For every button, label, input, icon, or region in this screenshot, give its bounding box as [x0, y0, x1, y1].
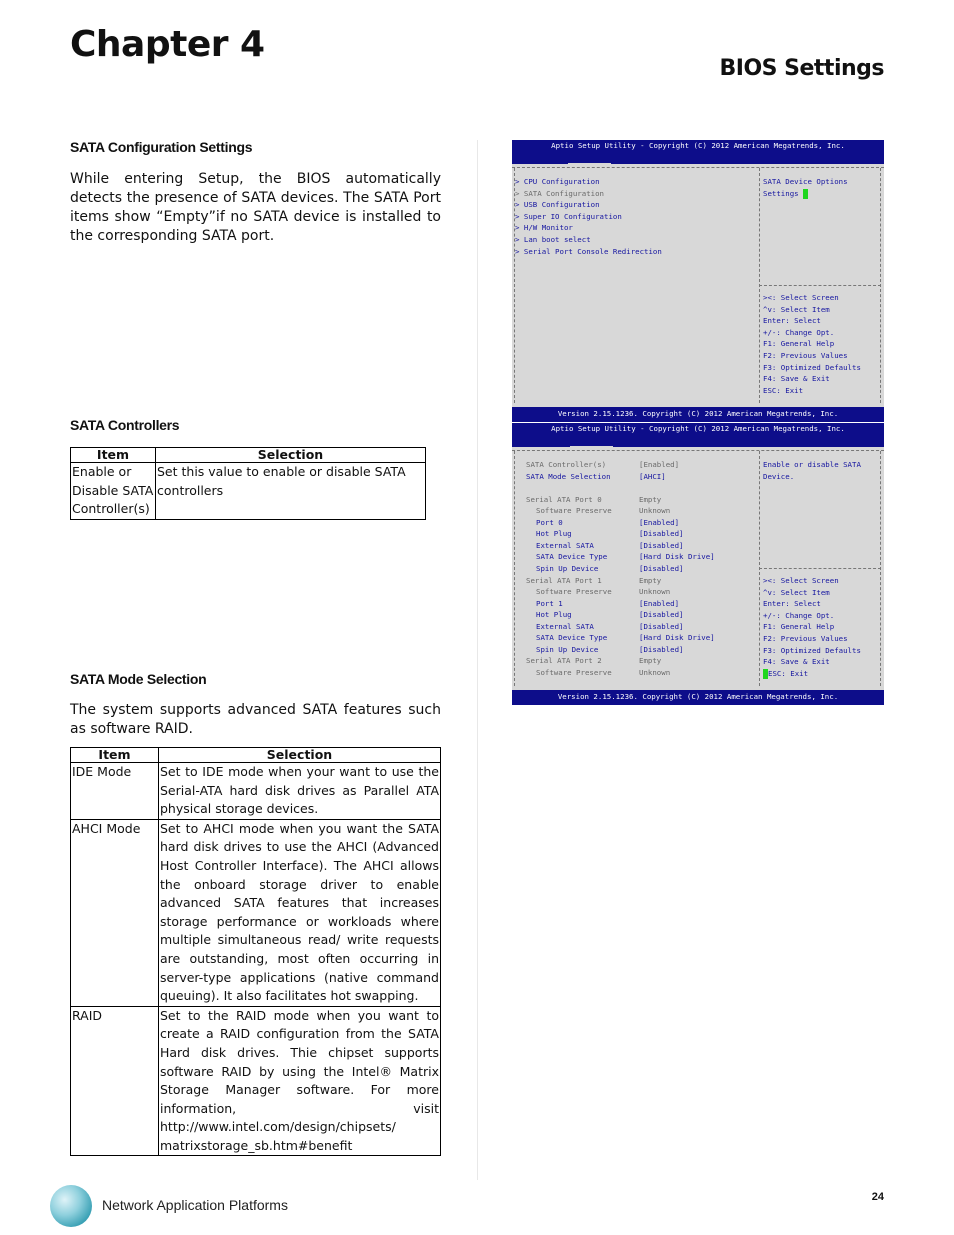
menu-item-superio[interactable]: > Super IO Configuration	[515, 212, 622, 221]
bios-right-border	[880, 451, 881, 686]
table-row	[71, 763, 441, 820]
key-help: Enter: Select	[763, 316, 821, 325]
menu-item-cpu[interactable]: > CPU Configuration	[515, 177, 600, 186]
key-help: Enter: Select	[763, 599, 821, 608]
bios-setting-label[interactable]: SATA Device Type	[536, 633, 608, 643]
bios-setting-label: Software Preserve	[536, 667, 612, 677]
bios-setting-label: Serial ATA Port 1	[526, 575, 602, 585]
bios-setting-value[interactable]: [Enabled]	[639, 598, 680, 608]
bios-body	[512, 447, 884, 690]
bios-setting-value[interactable]: [Disabled]	[639, 610, 684, 620]
item-cell: AHCI Mode	[71, 819, 159, 1006]
bios-setting-label[interactable]: Port 0	[536, 517, 563, 527]
table-row	[71, 1006, 441, 1156]
col-item-header: Item	[71, 448, 156, 463]
section-title: BIOS Settings	[719, 56, 884, 81]
help-line-1: SATA Device Options	[763, 177, 848, 186]
bios-setting-label[interactable]: SATA Device Type	[536, 552, 608, 562]
sata-mode-body: The system supports advanced SATA features such as software RAID.	[70, 702, 441, 737]
col-item-header: Item	[71, 748, 159, 763]
key-help: +/-: Change Opt.	[763, 611, 835, 620]
key-help: ESC: Exit	[763, 668, 808, 680]
bios-setting-label[interactable]: Hot Plug	[536, 610, 572, 620]
bios-setting-value: [Enabled]	[639, 460, 680, 469]
key-help: F3: Optimized Defaults	[763, 363, 861, 372]
page-number: 24	[871, 1191, 884, 1203]
col-selection-header: Selection	[159, 748, 441, 763]
key-help: ESC: Exit	[763, 386, 804, 395]
key-help: ^v: Select Item	[763, 588, 830, 597]
bios-setting-value: Empty	[639, 494, 662, 504]
bios-setting-value[interactable]: [AHCI]	[639, 471, 666, 481]
menu-item-lanboot[interactable]: > Lan boot select	[515, 235, 591, 244]
key-help: +/-: Change Opt.	[763, 328, 835, 337]
bios-tab-bar	[524, 152, 777, 163]
table-row	[71, 463, 426, 520]
chapter-title: Chapter 4	[70, 24, 265, 65]
bios-setting-label[interactable]: Port 1	[536, 598, 563, 608]
bios-setting-label: Software Preserve	[536, 587, 612, 597]
key-help: ><: Select Screen	[763, 576, 839, 585]
bios-setting-value[interactable]: [Enabled]	[639, 517, 680, 527]
item-cell: RAID	[71, 1006, 159, 1156]
bios-setting-label[interactable]: External SATA	[536, 621, 594, 631]
key-help: ><: Select Screen	[763, 293, 839, 302]
menu-item-sata[interactable]: > SATA Configuration	[515, 189, 604, 198]
selection-cell: Set to the RAID mode when you want to create a RAID configuration from the SATA Hard disk drives. Thie chipset supports software RAID by using the Intel® Matrix Storage Manager software. For more information, visit http://www.intel.com/design/chipsets/ matrixstorage_sb.htm#benefit	[159, 1006, 441, 1156]
selection-cell: Set to IDE mode when your want to use the Serial-ATA hard disk drives as Parallel ATA physical storage devices.	[159, 763, 441, 820]
bios-title-bar: Aptio Setup Utility - Copyright (C) 2012 American Megatrends, Inc.	[512, 140, 884, 151]
bios-setting-label[interactable]: Spin Up Device	[536, 644, 599, 654]
bios-setting-label[interactable]: Hot Plug	[536, 529, 572, 539]
key-help: F4: Save & Exit	[763, 374, 830, 383]
key-help: F2: Previous Values	[763, 634, 848, 643]
help-line-2: Device.	[763, 472, 795, 481]
sata-controllers-heading: SATA Controllers	[70, 417, 180, 433]
bios-setting-value[interactable]: [Hard Disk Drive]	[639, 552, 715, 562]
key-help: F1: General Help	[763, 339, 835, 348]
bios-setting-label[interactable]: Spin Up Device	[536, 563, 599, 573]
bios-setting-label[interactable]: SATA Mode Selection	[526, 471, 611, 481]
menu-item-hwmonitor[interactable]: > H/W Monitor	[515, 223, 573, 232]
key-help: F1: General Help	[763, 622, 835, 631]
bios-setting-value[interactable]: [Disabled]	[639, 621, 684, 631]
key-help: F4: Save & Exit	[763, 657, 830, 666]
bios-screen-advanced	[512, 140, 884, 422]
bios-body	[512, 164, 884, 407]
cursor-icon	[803, 189, 808, 199]
footer-text: Network Application Platforms	[102, 1197, 288, 1213]
sata-controllers-table	[70, 447, 426, 520]
help-line-1: Enable or disable SATA	[763, 460, 861, 469]
column-divider	[477, 140, 478, 1180]
bios-top-border	[512, 167, 884, 168]
bios-version-bar: Version 2.15.1236. Copyright (C) 2012 American Megatrends, Inc.	[512, 691, 884, 702]
bios-setting-label: Software Preserve	[536, 506, 612, 516]
bios-version-bar: Version 2.15.1236. Copyright (C) 2012 American Megatrends, Inc.	[512, 408, 884, 419]
sata-mode-heading: SATA Mode Selection	[70, 671, 207, 687]
bios-setting-label: Serial ATA Port 2	[526, 656, 602, 666]
key-help: ^v: Select Item	[763, 305, 830, 314]
bios-setting-value: Empty	[639, 575, 662, 585]
help-line-2: Settings	[763, 188, 808, 200]
menu-item-usb[interactable]: > USB Configuration	[515, 200, 600, 209]
item-cell: IDE Mode	[71, 763, 159, 820]
sata-config-body: While entering Setup, the BIOS automatically detects the presence of SATA devices. The SATA Port items show “Empty”if no SATA device is installed to the corresponding SATA port.	[70, 171, 441, 244]
bios-left-border	[514, 451, 515, 686]
bios-setting-label[interactable]: External SATA	[536, 540, 594, 550]
bios-setting-value: Unknown	[639, 506, 671, 516]
key-help: F2: Previous Values	[763, 351, 848, 360]
bios-setting-label: SATA Controller(s)	[526, 460, 607, 469]
bios-help-divider	[759, 285, 881, 286]
bios-top-border	[512, 450, 884, 451]
bios-help-divider	[759, 568, 881, 569]
company-logo	[50, 1185, 92, 1227]
sata-mode-table	[70, 747, 441, 1156]
table-row	[71, 819, 441, 1006]
menu-item-serialport[interactable]: > Serial Port Console Redirection	[515, 247, 662, 256]
bios-screen-sata	[512, 423, 884, 705]
bios-setting-value[interactable]: [Disabled]	[639, 529, 684, 539]
bios-setting-value[interactable]: [Disabled]	[639, 540, 684, 550]
bios-setting-value[interactable]: [Disabled]	[639, 563, 684, 573]
bios-setting-value[interactable]: [Disabled]	[639, 644, 684, 654]
bios-tab-bar	[552, 435, 613, 446]
bios-setting-label: Serial ATA Port 0	[526, 494, 602, 504]
bios-title-bar: Aptio Setup Utility - Copyright (C) 2012 American Megatrends, Inc.	[512, 423, 884, 434]
col-selection-header: Selection	[156, 448, 426, 463]
sata-config-heading: SATA Configuration Settings	[70, 139, 253, 155]
bios-setting-value: Unknown	[639, 667, 671, 677]
bios-setting-value: Empty	[639, 656, 662, 666]
item-cell: Enable or Disable SATA Controller(s)	[71, 463, 156, 520]
bios-setting-value[interactable]: [Hard Disk Drive]	[639, 633, 715, 643]
selection-cell: Set to AHCI mode when you want the SATA hard disk drives to use the AHCI (Advanced Host Controller Interface). The AHCI allows the onboard storage driver to enable advanced SATA features that increases storage performance or workloads where multiple simultaneous read/ write requests are outstanding, most often occurring in server-type applications (native command queuing). It also facilitates hot swapping.	[159, 819, 441, 1006]
selection-cell: Set this value to enable or disable SATA controllers	[156, 463, 426, 520]
bios-setting-value: Unknown	[639, 587, 671, 597]
bios-right-border	[880, 168, 881, 403]
key-help: F3: Optimized Defaults	[763, 646, 861, 655]
